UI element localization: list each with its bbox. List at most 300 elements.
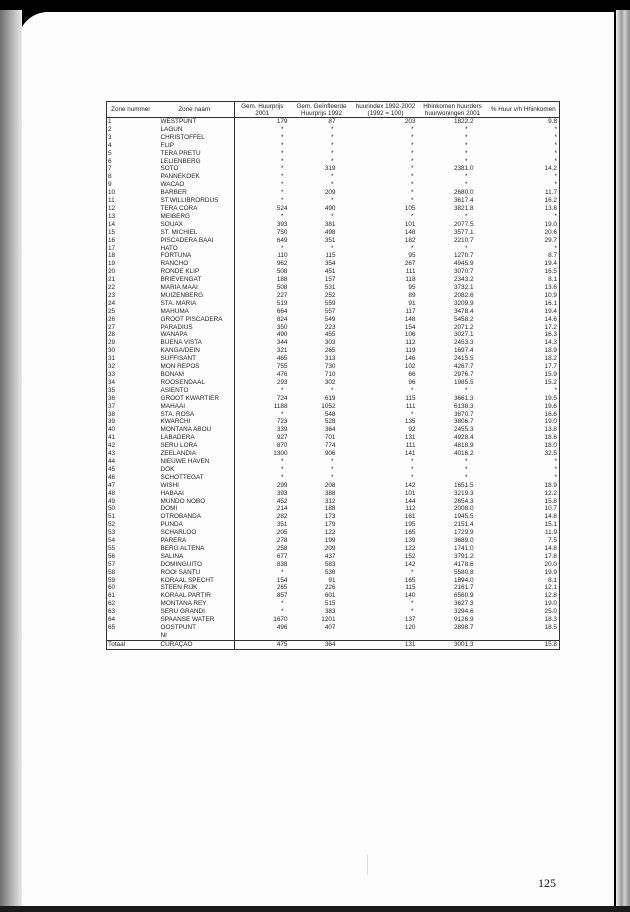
cell-pct-huur: 12.2: [544, 489, 557, 497]
cell-huurindex: 141: [404, 450, 416, 458]
table-row: [107, 213, 560, 221]
cell-hhinkomen: 3617.4: [453, 197, 474, 205]
cell-huurprijs-1992: 223: [324, 323, 336, 331]
cell-huurprijs-2001: 278: [276, 537, 288, 545]
table-row: [107, 221, 560, 229]
cell-hhinkomen: 1651.5: [453, 481, 474, 489]
cell-hhinkomen: 6560.9: [453, 592, 474, 600]
cell-huurprijs-1992: *: [331, 133, 334, 141]
table-row: [107, 324, 560, 332]
cell-zone-nummer: 12: [108, 204, 116, 212]
cell-hhinkomen: 6138.3: [453, 402, 474, 410]
cell-zone-nummer: 64: [108, 616, 116, 624]
cell-huurprijs-1992: 515: [324, 600, 336, 608]
cell-zone-nummer: 63: [108, 608, 116, 616]
cell-hhinkomen: 3027.1: [453, 331, 474, 339]
cell-zone-nummer: 52: [108, 521, 116, 529]
cell-huurprijs-2001: 857: [276, 592, 288, 600]
table-row: [107, 418, 560, 426]
table-row: [107, 150, 560, 158]
cell-zone-nummer: 27: [108, 323, 116, 331]
cell-huurprijs-1992: 209: [324, 189, 336, 197]
cell-zone-naam: TERA PRETU: [155, 150, 235, 158]
cell-pct-huur: 7.5: [548, 537, 557, 545]
cell-pct-huur: 11.7: [545, 189, 557, 197]
cell-huurprijs-2001: 293: [276, 378, 288, 386]
cell-huurprijs-1992: 490: [324, 204, 336, 212]
table-row: [107, 355, 560, 363]
cell-zone-naam: KORAAL SPECHT: [155, 577, 235, 585]
cell-zone-naam: MONTANA REY: [155, 600, 235, 608]
cell-zone-nummer: Totaal: [107, 640, 155, 649]
cell-huurprijs-2001: 1670: [273, 616, 288, 624]
cell-huurindex: 161: [404, 513, 416, 521]
table-row: [107, 395, 560, 403]
table-row: [107, 205, 560, 213]
cell-zone-nummer: 32: [108, 363, 116, 371]
cell-zone-nummer: 50: [108, 505, 116, 513]
cell-hhinkomen: *: [465, 149, 468, 157]
cell-pct-huur: 18.9: [544, 481, 557, 489]
cell-pct-huur: *: [554, 465, 557, 473]
cell-hhinkomen: *: [465, 125, 468, 133]
cell-zone-nummer: 5: [108, 149, 112, 157]
cell-zone-naam: ROOI SANTU: [155, 569, 235, 577]
cell-huurprijs-2001: 1300: [273, 450, 288, 458]
cell-huurprijs-1992: 364: [324, 426, 336, 434]
cell-zone-nummer: 35: [108, 386, 116, 394]
cell-huurprijs-2001: *: [281, 157, 284, 165]
cell-huurprijs-2001: 524: [276, 204, 288, 212]
cell-zone-naam: SERU GRANDI: [155, 608, 235, 616]
cell-huurprijs-2001: 750: [276, 228, 288, 236]
table-row: [107, 513, 560, 521]
cell-pct-huur: *: [554, 141, 557, 149]
cell-huurprijs-2001: 496: [276, 624, 288, 631]
cell-hhinkomen: 2381.0: [453, 165, 474, 173]
table-row: [107, 600, 560, 608]
cell-huurprijs-2001: *: [281, 133, 284, 141]
cell-pct-huur: [488, 632, 560, 640]
cell-huurprijs-2001: 393: [276, 489, 288, 497]
cell-zone-nummer: 3: [108, 133, 112, 141]
cell-pct-huur: 16.3: [544, 331, 557, 339]
cell-huurindex: 148: [404, 228, 416, 236]
cell-huurprijs-1992: 87: [328, 118, 336, 125]
cell-huurprijs-1992: 536: [324, 568, 336, 576]
cell-zone-naam: SOUAX: [155, 221, 235, 229]
cell-zone-nummer: 11: [108, 197, 115, 205]
cell-huurprijs-2001: [235, 632, 290, 640]
header-zone-nummer: Zone nummer: [107, 102, 155, 118]
cell-zone-naam: MUIZENBERG: [155, 292, 235, 300]
cell-zone-naam: WESTPUNT: [155, 118, 235, 126]
cell-huurindex: *: [411, 157, 414, 165]
header-zone-naam: Zone naam: [155, 102, 235, 118]
cell-huurprijs-2001: *: [281, 173, 284, 181]
cell-huurindex: 137: [404, 616, 416, 624]
cell-zone-naam: TERA CORA: [155, 205, 235, 213]
cell-pct-huur: *: [554, 181, 557, 189]
table-row: [107, 529, 560, 537]
cell-zone-nummer: 42: [108, 442, 116, 450]
cell-zone-naam: MON REPOS: [155, 363, 235, 371]
table-row: [107, 442, 560, 450]
cell-huurprijs-1992: 498: [324, 228, 336, 236]
cell-huurprijs-2001: *: [281, 141, 284, 149]
cell-huurprijs-2001: 927: [276, 434, 288, 442]
cell-zone-nummer: 53: [108, 529, 116, 537]
cell-huurprijs-1992: 351: [324, 236, 336, 244]
table-row: [107, 181, 560, 189]
table-row: [107, 165, 560, 173]
cell-huurindex: *: [411, 173, 414, 181]
cell-hhinkomen: 2680.0: [453, 189, 474, 197]
cell-hhinkomen: 3478.4: [453, 307, 474, 315]
cell-huurprijs-1992: 710: [324, 371, 336, 378]
book-gutter-shadow: [0, 10, 22, 912]
cell-pct-huur: 10.7: [544, 505, 557, 513]
cell-huurindex: 148: [404, 315, 416, 323]
cell-hhinkomen: 1270.7: [453, 252, 474, 260]
cell-zone-nummer: 28: [108, 331, 116, 339]
header-line: huurwoningen 2001: [424, 109, 481, 117]
cell-zone-naam: FORTUNA: [155, 252, 235, 260]
header-line: (1992 = 100): [367, 109, 404, 117]
cell-pct-huur: 13.6: [544, 284, 557, 292]
cell-hhinkomen: 4818.9: [453, 442, 474, 450]
cell-pct-huur: 18.5: [544, 624, 557, 631]
cell-pct-huur: 19.4: [544, 260, 557, 268]
cell-huurindex: 139: [404, 537, 416, 545]
cell-pct-huur: 15.2: [544, 378, 557, 386]
cell-pct-huur: 14.8: [544, 544, 557, 552]
cell-huurindex: 131: [354, 640, 418, 649]
cell-pct-huur: 14.8: [544, 513, 557, 521]
table-row: [107, 173, 560, 181]
cell-zone-nummer: 2: [108, 125, 112, 133]
table-row: [107, 624, 560, 632]
cell-huurprijs-1992: 559: [324, 299, 336, 307]
table-row: [107, 608, 560, 616]
cell-hhinkomen: 5580.8: [453, 568, 474, 576]
cell-huurprijs-1992: 209: [324, 544, 336, 552]
cell-zone-naam: GROOT PISCADERA: [155, 316, 235, 324]
cell-huurindex: 146: [404, 355, 416, 363]
cell-hhinkomen: 2161.7: [453, 584, 474, 592]
table-row: [107, 260, 560, 268]
cell-huurindex: 119: [405, 347, 416, 355]
table-row: [107, 426, 560, 434]
table-row: [107, 158, 560, 166]
cell-pct-huur: 19.9: [544, 568, 557, 576]
table-row: [107, 292, 560, 300]
header-line: Huurprijs 1992: [301, 109, 342, 117]
cell-huurprijs-1992: 303: [324, 339, 336, 347]
table-row: [107, 308, 560, 316]
cell-huurindex: 115: [405, 394, 416, 402]
cell-zone-naam: Nr: [155, 632, 235, 640]
cell-huurprijs-2001: 723: [276, 418, 288, 426]
cell-pct-huur: 32.5: [544, 450, 557, 458]
cell-huurprijs-2001: *: [281, 244, 284, 252]
cell-pct-huur: 19.0: [544, 418, 557, 426]
cell-pct-huur: *: [554, 386, 557, 394]
cell-huurindex: 66: [408, 371, 416, 378]
cell-hhinkomen: *: [465, 244, 468, 252]
cell-huurprijs-2001: 205: [276, 529, 288, 537]
cell-huurindex: 135: [404, 418, 416, 426]
cell-zone-nummer: 39: [108, 418, 116, 426]
cell-huurprijs-1992: 354: [324, 260, 336, 268]
cell-huurindex: 111: [405, 402, 416, 410]
table-row: [107, 276, 560, 284]
cell-zone-nummer: 15: [108, 228, 116, 236]
cell-zone-nummer: 21: [108, 276, 116, 284]
cell-zone-nummer: 8: [108, 173, 112, 181]
cell-hhinkomen: 3219.3: [453, 489, 474, 497]
cell-huurprijs-1992: 188: [324, 505, 336, 513]
cell-hhinkomen: *: [465, 457, 468, 465]
cell-huurindex: 91: [408, 299, 416, 307]
table-row: [107, 189, 560, 197]
cell-hhinkomen: 4178.6: [453, 560, 474, 568]
cell-huurindex: *: [411, 473, 414, 481]
cell-zone-nummer: 36: [108, 394, 116, 402]
cell-huurindex: 142: [404, 560, 416, 568]
header-line: huurindex 1992-2002: [355, 102, 416, 110]
cell-zone-nummer: 43: [108, 450, 116, 458]
cell-pct-huur: 16.6: [544, 410, 557, 418]
cell-huurindex: 105: [404, 204, 416, 212]
rent-statistics-table-container: [106, 101, 559, 650]
cell-zone-naam: CHRISTOFFEL: [155, 134, 235, 142]
rent-statistics-table: [106, 101, 560, 650]
cell-hhinkomen: 2415.5: [453, 355, 474, 363]
cell-pct-huur: *: [554, 125, 557, 133]
cell-pct-huur: 8.7: [548, 252, 557, 260]
cell-huurprijs-2001: 154: [276, 576, 288, 584]
cell-zone-nummer: 49: [108, 497, 116, 505]
cell-huurindex: *: [411, 189, 414, 197]
cell-huurprijs-2001: 344: [276, 339, 288, 347]
cell-huurindex: 95: [408, 284, 416, 292]
cell-pct-huur: 15.9: [544, 371, 557, 378]
cell-huurprijs-2001: *: [281, 568, 284, 576]
cell-zone-naam: SCHOTTEGAT: [155, 474, 235, 482]
cell-huurindex: 117: [405, 307, 416, 315]
cell-zone-naam: BUENA VISTA: [155, 339, 235, 347]
cell-huurindex: 101: [404, 489, 416, 497]
cell-huurprijs-1992: 774: [324, 442, 336, 450]
cell-hhinkomen: 2898.7: [453, 624, 474, 631]
cell-huurprijs-2001: *: [281, 608, 284, 616]
cell-pct-huur: *: [554, 173, 557, 181]
cell-hhinkomen: 3001.3: [418, 640, 488, 649]
cell-huurprijs-1992: 173: [324, 513, 336, 521]
cell-huurprijs-1992: 437: [324, 552, 336, 560]
cell-hhinkomen: 2071.2: [453, 323, 474, 331]
cell-zone-naam: BRIEVENGAT: [155, 276, 235, 284]
cell-huurprijs-2001: 452: [276, 497, 288, 505]
cell-huurprijs-1992: 730: [324, 363, 336, 371]
table-row: [107, 592, 560, 600]
cell-pct-huur: 18.2: [544, 355, 557, 363]
cell-zone-nummer: 55: [108, 544, 116, 552]
cell-zone-nummer: 59: [108, 576, 116, 584]
cell-huurprijs-2001: 664: [276, 307, 288, 315]
cell-huurprijs-1992: 381: [324, 220, 336, 228]
cell-huurindex: 92: [408, 426, 416, 434]
table-row: [107, 300, 560, 308]
cell-zone-naam: PANNEKOEK: [155, 173, 235, 181]
cell-pct-huur: 18.9: [544, 347, 557, 355]
cell-hhinkomen: 3209.9: [453, 299, 474, 307]
cell-hhinkomen: 1985.5: [453, 378, 474, 386]
cell-huurprijs-1992: *: [331, 473, 334, 481]
cell-pct-huur: 19.5: [544, 394, 557, 402]
cell-huurindex: *: [411, 410, 414, 418]
cell-huurindex: 203: [404, 118, 416, 125]
cell-huurindex: 106: [404, 331, 416, 339]
cell-zone-nummer: 47: [108, 481, 116, 489]
cell-pct-huur: 11.9: [545, 529, 557, 537]
cell-pct-huur: 17.7: [544, 363, 557, 371]
cell-huurprijs-1992: 364: [290, 640, 354, 649]
cell-zone-nummer: 18: [108, 252, 116, 260]
cell-zone-naam: MARIA MAAI: [155, 284, 235, 292]
cell-zone-naam: LAGUN: [155, 126, 235, 134]
cell-pct-huur: *: [554, 212, 557, 220]
table-row: [107, 569, 560, 577]
cell-huurindex: *: [411, 181, 414, 189]
cell-hhinkomen: *: [465, 157, 468, 165]
table-row: [107, 387, 560, 395]
cell-huurindex: *: [411, 244, 414, 252]
cell-huurindex: *: [411, 165, 414, 173]
cell-pct-huur: 19.0: [544, 600, 557, 608]
cell-zone-naam: WISHI: [155, 482, 235, 490]
table-row: [107, 561, 560, 569]
cell-hhinkomen: 3689.0: [453, 537, 474, 545]
cell-zone-nummer: 34: [108, 378, 116, 386]
cell-huurprijs-1992: 179: [324, 521, 336, 529]
table-row: [107, 553, 560, 561]
cell-zone-naam: STA. ROSA: [155, 411, 235, 419]
cell-pct-huur: 15.8: [488, 640, 560, 649]
cell-hhinkomen: *: [465, 386, 468, 394]
table-row: [107, 268, 560, 276]
cell-hhinkomen: 2008.0: [453, 505, 474, 513]
cell-pct-huur: *: [554, 157, 557, 165]
cell-hhinkomen: 3070.7: [453, 268, 474, 276]
cell-huurprijs-1992: *: [331, 212, 334, 220]
page-edge-shadow: [616, 10, 630, 912]
cell-huurprijs-2001: *: [281, 125, 284, 133]
cell-zone-nummer: 13: [108, 212, 116, 220]
table-row: [107, 126, 560, 134]
cell-zone-naam: KORAAL PARTIR: [155, 592, 235, 600]
cell-huurindex: 195: [404, 521, 416, 529]
cell-zone-nummer: 56: [108, 552, 116, 560]
cell-huurindex: *: [411, 457, 414, 465]
cell-huurprijs-1992: 252: [324, 291, 336, 299]
cell-zone-naam: STA. MARIA: [155, 300, 235, 308]
cell-zone-nummer: 54: [108, 537, 116, 545]
cell-pct-huur: 12.8: [544, 592, 557, 600]
cell-zone-nummer: 40: [108, 426, 116, 434]
cell-huurprijs-2001: *: [281, 465, 284, 473]
cell-hhinkomen: 2082.6: [453, 291, 474, 299]
cell-zone-naam: BONAM: [155, 371, 235, 379]
cell-huurprijs-1992: 1052: [321, 402, 336, 410]
cell-zone-naam: MEIBERG: [155, 213, 235, 221]
cell-hhinkomen: 2343.2: [453, 276, 474, 284]
header-geinfleerde-huurprijs-1992: [290, 102, 354, 118]
cell-zone-naam: SPAANSE WATER: [155, 616, 235, 624]
cell-pct-huur: 14.2: [544, 165, 557, 173]
cell-pct-huur: 9.8: [548, 118, 557, 125]
cell-huurprijs-1992: *: [331, 197, 334, 205]
cell-huurindex: 182: [404, 236, 416, 244]
cell-zone-naam: ST. MICHIEL: [155, 229, 235, 237]
cell-huurprijs-2001: 755: [276, 363, 288, 371]
table-row: [107, 577, 560, 585]
cell-zone-nummer: 25: [108, 307, 116, 315]
cell-pct-huur: *: [554, 457, 557, 465]
cell-pct-huur: 20.6: [544, 228, 557, 236]
cell-zone-naam: KWARCHI: [155, 418, 235, 426]
cell-zone-nummer: 41: [108, 434, 116, 442]
cell-huurprijs-2001: *: [281, 600, 284, 608]
cell-pct-huur: 15.8: [544, 497, 557, 505]
cell-pct-huur: 14.6: [544, 315, 557, 323]
cell-huurprijs-1992: 157: [324, 276, 336, 284]
cell-zone-naam: OOSTPUNT: [155, 624, 235, 632]
cell-zone-nummer: 22: [108, 284, 116, 292]
cell-zone-naam: LABADERA: [155, 434, 235, 442]
cell-hhinkomen: 3661.3: [453, 394, 474, 402]
cell-huurprijs-2001: 351: [276, 521, 288, 529]
cell-hhinkomen: 2453.3: [453, 339, 474, 347]
cell-huurprijs-2001: 179: [276, 118, 288, 125]
cell-huurprijs-2001: 299: [276, 481, 288, 489]
cell-huurprijs-1992: 1201: [321, 616, 336, 624]
table-row: [107, 229, 560, 237]
cell-zone-nummer: 17: [108, 244, 116, 252]
cell-zone-nummer: 31: [108, 355, 116, 363]
cell-pct-huur: *: [554, 473, 557, 481]
cell-huurprijs-1992: 388: [324, 489, 336, 497]
cell-hhinkomen: 1697.4: [453, 347, 474, 355]
cell-pct-huur: 8.1: [548, 276, 557, 284]
cell-pct-huur: 19.0: [544, 220, 557, 228]
cell-huurprijs-1992: 549: [324, 315, 336, 323]
cell-zone-nummer: 62: [108, 600, 116, 608]
cell-huurprijs-2001: *: [281, 212, 284, 220]
table-row: [107, 521, 560, 529]
table-row: [107, 197, 560, 205]
table-row: [107, 537, 560, 545]
cell-zone-nummer: 60: [108, 584, 116, 592]
cell-huurprijs-2001: 188: [276, 276, 288, 284]
header-line: Hhinkomen huurders: [423, 102, 482, 110]
cell-huurprijs-2001: 350: [276, 323, 288, 331]
cell-pct-huur: *: [554, 133, 557, 141]
cell-huurprijs-1992: 528: [324, 418, 336, 426]
cell-zone-naam: WANAPA: [155, 331, 235, 339]
cell-huurindex: 115: [405, 584, 416, 592]
